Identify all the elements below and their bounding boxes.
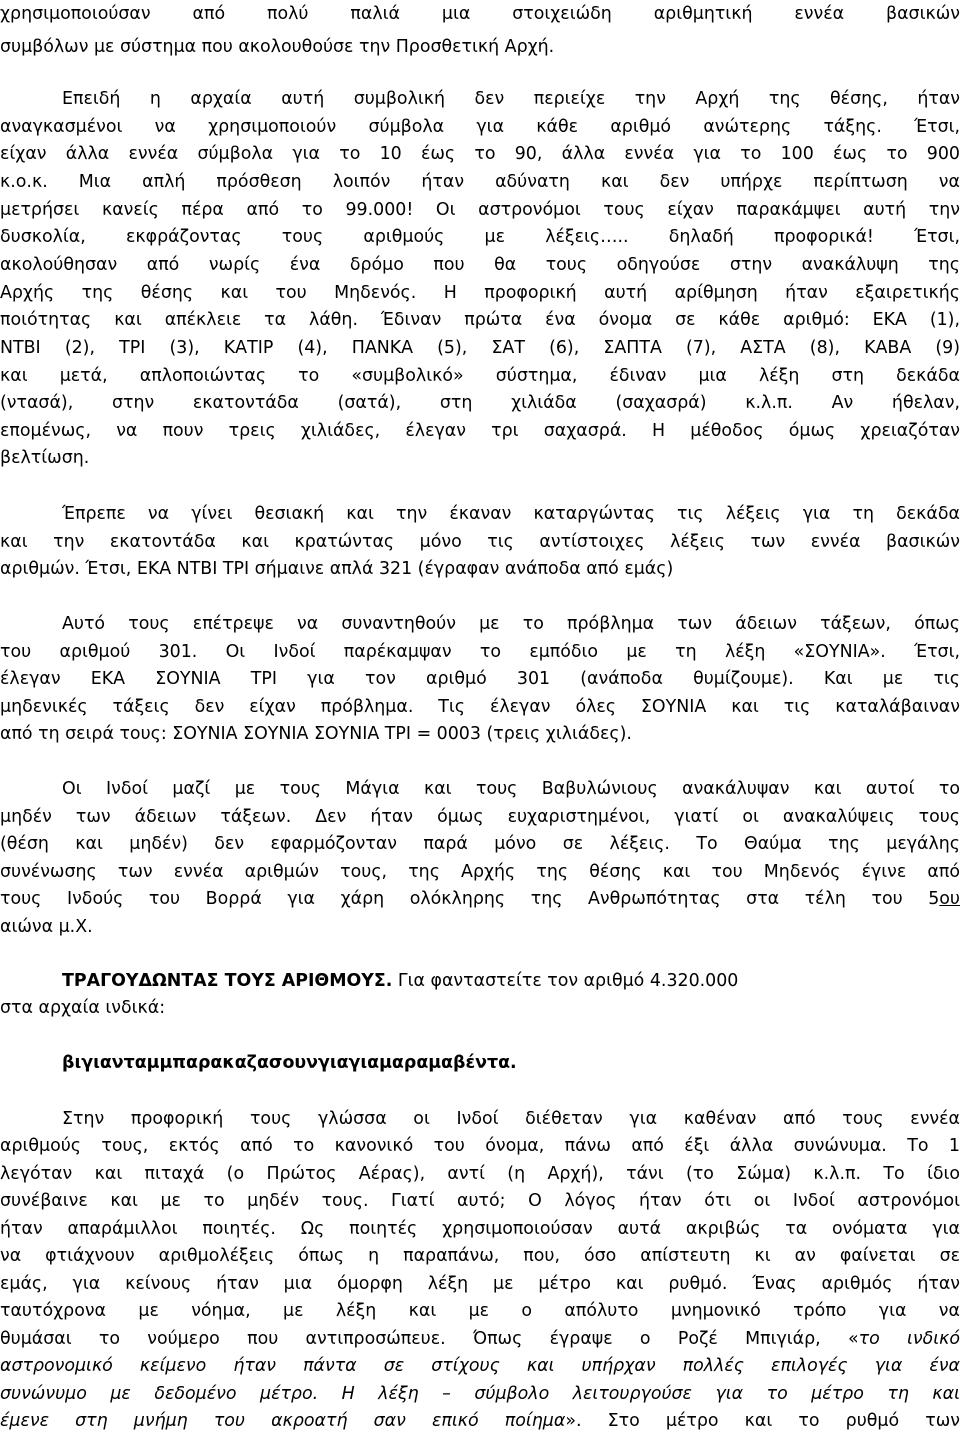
text-fragment: Για φανταστείτε τον αριθμό 4.320.000 (392, 971, 739, 991)
text-line: βελτίωση. (0, 448, 90, 468)
text-fragment: θυμάσαι το νούμερο που αντιπροσώπευε. Όπως έγραψε ο Ροζέ Μπιγιάρ, « (0, 1329, 859, 1349)
text-line: μηδενικές τάξεις δεν είχαν πρόβλημα. Τις έλεγαν όλες ΣΟΥΝΙΑ και τις καταλάβαιναν (0, 697, 960, 717)
text-line: έλεγαν ΕΚΑ ΣΟΥΝΙΑ ΤΡΙ για τον αριθμό 301 (ανάποδα θυμίζουμε). Και με τις (0, 669, 960, 689)
text-line (0, 887, 960, 911)
text-line (0, 1409, 960, 1433)
italic-quote: έμενε στη μνήμη του ακροατή σαν επικό ποίημα (0, 1411, 566, 1431)
text-line: δυσκολία, εκφράζοντας τους αριθμούς με λέξεις….. δηλαδή προφορικά! Έτσι, (0, 227, 960, 247)
text-line: Έπρεπε να γίνει θεσιακή και την έκαναν καταργώντας τις λέξεις για τη δεκάδα (62, 504, 960, 524)
section-heading-line (62, 969, 960, 993)
text-line: συμβόλων με σύστημα που ακολουθούσε την Προσθετική Αρχή. (0, 37, 555, 57)
text-line (0, 1354, 960, 1378)
text-line: Αρχής της θέσης και του Μηδενός. Η προφορική αυτή αρίθμηση ήταν εξαιρετικής (0, 283, 960, 303)
text-line: αιώνα μ.Χ. (0, 917, 93, 937)
text-line (0, 1382, 960, 1406)
text-line: από τη σειρά τους: ΣΟΥΝΙΑ ΣΟΥΝΙΑ ΣΟΥΝΙΑ ΤΡΙ = 0003 (τρεις χιλιάδες). (0, 724, 632, 744)
text-line: ήταν απαράμιλλοι ποιητές. Ως ποιητές χρησιμοποιούσαν αυτά ακριβώς τα ονόματα για (0, 1219, 960, 1239)
text-line: εμάς, για κείνους ήταν μια όμορφη λέξη με μέτρο και ρυθμό. Ένας αριθμός ήταν (0, 1274, 960, 1294)
text-line: Στην προφορική τους γλώσσα οι Ινδοί διέθεταν για καθέναν από τους εννέα (62, 1109, 960, 1129)
text-line: να φτιάχνουν αριθμολέξεις όπως η παραπάνω, που, όσο απίστευτη κι αν φαίνεται σε (0, 1246, 960, 1266)
number-word: βιγιανταμμπαρακαζασουνγιαγιαμαραμαβέντα. (62, 1053, 517, 1073)
text-line: Επειδή η αρχαία αυτή συμβολική δεν περιείχε την Αρχή της θέσης, ήταν (62, 89, 960, 109)
text-line: (θέση και μηδέν) δεν εφαρμόζονταν παρά μόνο σε λέξεις. Το Θαύμα της μεγάλης (0, 834, 960, 854)
superscript-ordinal: ου (939, 889, 960, 909)
text-line: ΝΤΒΙ (2), ΤΡΙ (3), ΚΑΤΙΡ (4), ΠΑΝΚΑ (5), ΣΑΤ (6), ΣΑΠΤΑ (7), ΑΣΤΑ (8), ΚΑΒΑ (9) (0, 338, 960, 358)
text-line: ταυτόχρονα με νόημα, με λέξη και με ο απόλυτο μνημονικό τρόπο για να (0, 1301, 960, 1321)
text-line (0, 1327, 960, 1351)
text-fragment: τους Ινδούς του Βορρά για χάρη ολόκληρης της Ανθρωπότητας στα τέλη του 5 (0, 889, 940, 909)
text-line: χρησιμοποιούσαν από πολύ παλιά μια στοιχειώδη αριθμητική εννέα βασικών (0, 4, 960, 24)
text-line: ποιότητας και απέκλειε τα λάθη. Έδιναν πρώτα ένα όνομα σε κάθε αριθμό: ΕΚΑ (1), (0, 310, 960, 330)
text-line: συνέβαινε και με το μηδέν τους. Γιατί αυτό; Ο λόγος ήταν ότι οι Ινδοί αστρονόμοι (0, 1191, 960, 1211)
text-line: μηδέν των άδειων τάξεων. Δεν ήταν όμως ευχαριστημένοι, γιατί οι ανακαλύψεις τους (0, 807, 960, 827)
text-line: Οι Ινδοί μαζί με τους Μάγια και τους Βαβυλώνιους ανακάλυψαν και αυτοί το (62, 779, 960, 799)
italic-quote: το ινδικό (858, 1329, 960, 1349)
text-line: λεγόταν και πιταχά (ο Πρώτος Αέρας), αντί (η Αρχή), τάνι (το Σώμα) κ.λ.π. Το ίδιο (0, 1164, 960, 1184)
text-line: στα αρχαία ινδικά: (0, 998, 166, 1018)
text-line: και την εκατοντάδα και κρατώντας μόνο τις αντίστοιχες λέξεις των εννέα βασικών (0, 532, 960, 552)
text-line: (ντασά), στην εκατοντάδα (σατά), στη χιλιάδα (σαχασρά) κ.λ.π. Αν ήθελαν, (0, 393, 960, 413)
text-line: αριθμούς τους, εκτός από το κανονικό του όνομα, πάνω από έξι άλλα συνώνυμα. Το 1 (0, 1136, 960, 1156)
text-line: μετρήσει κανείς πέρα από το 99.000! Οι αστρονόμοι τους είχαν παρακάμψει αυτή την (0, 200, 960, 220)
text-line: είχαν άλλα εννέα σύμβολα για το 10 έως το 90, άλλα εννέα για το 100 έως το 900 (0, 144, 960, 164)
text-line: και μετά, απλοποιώντας το «συμβολικό» σύστημα, έδιναν μια λέξη στη δεκάδα (0, 366, 960, 386)
text-line: επομένως, να πουν τρεις χιλιάδες, έλεγαν τρι σαχασρά. Η μέθοδος όμως χρειαζόταν (0, 421, 960, 441)
section-heading: ΤΡΑΓΟΥΔΩΝΤΑΣ ΤΟΥΣ ΑΡΙΘΜΟΥΣ. (62, 971, 393, 991)
text-line: Αυτό τους επέτρεψε να συναντηθούν με το πρόβλημα των άδειων τάξεων, όπως (62, 614, 960, 634)
italic-quote: αστρονομικό κείμενο ήταν πάντα σε στίχους και υπήρχαν πολλές επιλογές για ένα (0, 1356, 960, 1376)
text-line: αναγκασμένοι να χρησιμοποιούν σύμβολα για κάθε αριθμό ανώτερης τάξης. Έτσι, (0, 117, 960, 137)
text-line: συνένωσης των εννέα αριθμών τους, της Αρχής της θέσης και του Μηδενός έγινε από (0, 862, 960, 882)
text-line: αριθμών. Έτσι, ΕΚΑ ΝΤΒΙ ΤΡΙ σήμαινε απλά 321 (έγραφαν ανάποδα από εμάς) (0, 559, 674, 579)
text-line: του αριθμού 301. Οι Ινδοί παρέκαμψαν το εμπόδιο με τη λέξη «ΣΟΥΝΙΑ». Έτσι, (0, 642, 960, 662)
text-line: ακολούθησαν από νωρίς ένα δρόμο που θα τους οδηγούσε στην ανακάλυψη της (0, 255, 960, 275)
italic-quote: συνώνυμο με δεδομένο μέτρο. Η λέξη – σύμβολο λειτουργούσε για το μέτρο τη και (0, 1384, 960, 1404)
text-line: κ.ο.κ. Μια απλή πρόσθεση λοιπόν ήταν αδύνατη και δεν υπήρχε περίπτωση να (0, 172, 960, 192)
text-fragment: ». Στο μέτρο και το ρυθμό των (565, 1411, 960, 1431)
number-word-line (62, 1051, 960, 1075)
